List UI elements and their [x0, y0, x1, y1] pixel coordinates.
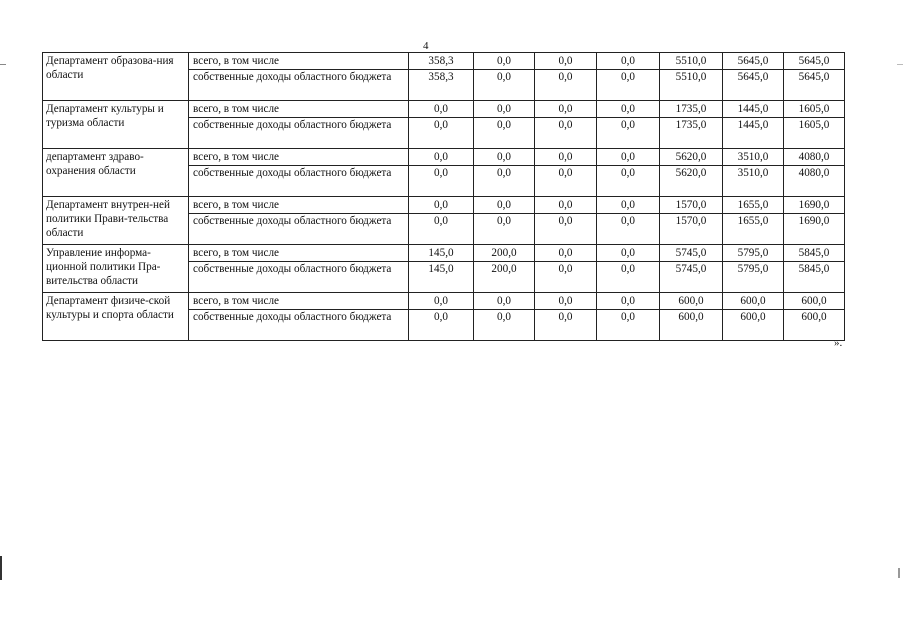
funding-kind-cell: всего, в том числе	[189, 293, 409, 310]
value-cell: 0,0	[535, 149, 597, 166]
value-cell: 0,0	[535, 118, 597, 149]
value-cell: 0,0	[474, 293, 535, 310]
value-cell: 0,0	[474, 197, 535, 214]
value-cell: 1445,0	[723, 118, 784, 149]
value-cell: 0,0	[597, 214, 660, 245]
funding-kind-cell: всего, в том числе	[189, 101, 409, 118]
value-cell: 1735,0	[660, 101, 723, 118]
value-cell: 0,0	[597, 293, 660, 310]
value-cell: 600,0	[784, 293, 845, 310]
value-cell: 0,0	[535, 53, 597, 70]
value-cell: 0,0	[597, 118, 660, 149]
value-cell: 1690,0	[784, 197, 845, 214]
value-cell: 1445,0	[723, 101, 784, 118]
value-cell: 1605,0	[784, 101, 845, 118]
value-cell: 358,3	[409, 53, 474, 70]
department-name-cell: департамент здраво-охранения области	[43, 149, 189, 197]
value-cell: 600,0	[723, 310, 784, 341]
closing-quote: ».	[834, 337, 843, 349]
value-cell: 0,0	[474, 118, 535, 149]
value-cell: 0,0	[409, 149, 474, 166]
funding-kind-cell: всего, в том числе	[189, 245, 409, 262]
value-cell: 145,0	[409, 262, 474, 293]
value-cell: 600,0	[723, 293, 784, 310]
value-cell: 0,0	[597, 70, 660, 101]
value-cell: 0,0	[409, 101, 474, 118]
value-cell: 0,0	[535, 310, 597, 341]
value-cell: 600,0	[660, 310, 723, 341]
value-cell: 600,0	[784, 310, 845, 341]
value-cell: 200,0	[474, 262, 535, 293]
value-cell: 5620,0	[660, 166, 723, 197]
value-cell: 5645,0	[784, 53, 845, 70]
value-cell: 0,0	[597, 149, 660, 166]
table-row-total	[43, 149, 845, 166]
value-cell: 0,0	[535, 214, 597, 245]
value-cell: 0,0	[474, 149, 535, 166]
value-cell: 0,0	[474, 53, 535, 70]
value-cell: 145,0	[409, 245, 474, 262]
value-cell: 0,0	[597, 101, 660, 118]
value-cell: 0,0	[535, 293, 597, 310]
value-cell: 5645,0	[784, 70, 845, 101]
value-cell: 5645,0	[723, 70, 784, 101]
value-cell: 4080,0	[784, 149, 845, 166]
table-row-total	[43, 53, 845, 70]
value-cell: 0,0	[535, 197, 597, 214]
value-cell: 0,0	[597, 197, 660, 214]
value-cell: 0,0	[535, 101, 597, 118]
scan-edge-mark	[898, 568, 900, 578]
department-name-cell: Департамент культуры и туризма области	[43, 101, 189, 149]
department-name-cell: Департамент физиче-ской культуры и спорта области	[43, 293, 189, 341]
value-cell: 5745,0	[660, 245, 723, 262]
table-row-total	[43, 197, 845, 214]
value-cell: 1655,0	[723, 197, 784, 214]
value-cell: 0,0	[409, 166, 474, 197]
value-cell: 600,0	[660, 293, 723, 310]
value-cell: 0,0	[535, 70, 597, 101]
value-cell: 0,0	[409, 310, 474, 341]
department-name-cell: Управление информа-ционной политики Пра-вительства области	[43, 245, 189, 293]
value-cell: 5795,0	[723, 245, 784, 262]
value-cell: 5795,0	[723, 262, 784, 293]
value-cell: 0,0	[597, 310, 660, 341]
department-name-cell: Департамент образова-ния области	[43, 53, 189, 101]
value-cell: 5510,0	[660, 70, 723, 101]
value-cell: 0,0	[597, 166, 660, 197]
table-row-total	[43, 101, 845, 118]
value-cell: 0,0	[409, 214, 474, 245]
value-cell: 358,3	[409, 70, 474, 101]
value-cell: 1655,0	[723, 214, 784, 245]
value-cell: 5845,0	[784, 262, 845, 293]
table-row-total	[43, 245, 845, 262]
value-cell: 3510,0	[723, 149, 784, 166]
value-cell: 0,0	[474, 101, 535, 118]
value-cell: 1690,0	[784, 214, 845, 245]
value-cell: 0,0	[597, 53, 660, 70]
funding-kind-cell: всего, в том числе	[189, 53, 409, 70]
value-cell: 0,0	[535, 166, 597, 197]
funding-kind-cell: всего, в том числе	[189, 197, 409, 214]
funding-kind-cell: собственные доходы областного бюджета	[189, 70, 409, 101]
table-body	[43, 53, 845, 341]
value-cell: 200,0	[474, 245, 535, 262]
value-cell: 5845,0	[784, 245, 845, 262]
table-row-total	[43, 293, 845, 310]
value-cell: 0,0	[474, 70, 535, 101]
value-cell: 0,0	[597, 245, 660, 262]
value-cell: 0,0	[409, 197, 474, 214]
value-cell: 0,0	[474, 214, 535, 245]
value-cell: 4080,0	[784, 166, 845, 197]
value-cell: 5745,0	[660, 262, 723, 293]
value-cell: 5645,0	[723, 53, 784, 70]
budget-table	[42, 52, 845, 341]
value-cell: 0,0	[474, 166, 535, 197]
value-cell: 1570,0	[660, 214, 723, 245]
value-cell: 1605,0	[784, 118, 845, 149]
value-cell: 5620,0	[660, 149, 723, 166]
scan-edge-mark	[0, 556, 2, 580]
funding-kind-cell: собственные доходы областного бюджета	[189, 262, 409, 293]
value-cell: 0,0	[474, 310, 535, 341]
value-cell: 0,0	[535, 245, 597, 262]
funding-kind-cell: собственные доходы областного бюджета	[189, 118, 409, 149]
value-cell: 1570,0	[660, 197, 723, 214]
value-cell: 1735,0	[660, 118, 723, 149]
value-cell: 0,0	[535, 262, 597, 293]
funding-kind-cell: собственные доходы областного бюджета	[189, 166, 409, 197]
value-cell: 0,0	[597, 262, 660, 293]
value-cell: 0,0	[409, 293, 474, 310]
value-cell: 3510,0	[723, 166, 784, 197]
page-number: 4	[423, 40, 429, 52]
value-cell: 0,0	[409, 118, 474, 149]
funding-kind-cell: собственные доходы областного бюджета	[189, 214, 409, 245]
funding-kind-cell: собственные доходы областного бюджета	[189, 310, 409, 341]
value-cell: 5510,0	[660, 53, 723, 70]
scan-edge-tick	[897, 64, 903, 65]
department-name-cell: Департамент внутрен-ней политики Прави-тельства области	[43, 197, 189, 245]
scan-edge-tick	[0, 64, 6, 65]
funding-kind-cell: всего, в том числе	[189, 149, 409, 166]
